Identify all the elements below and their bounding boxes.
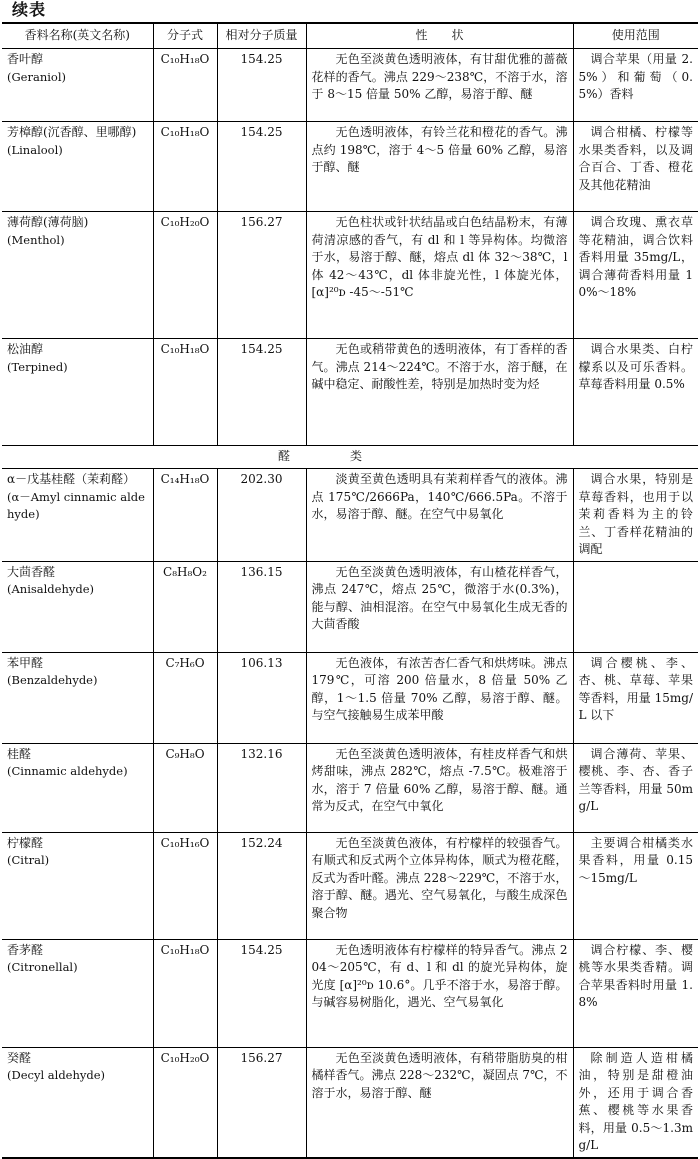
properties-cell: 无色至淡黄色液体，有柠檬样的较强香气。有顺式和反式两个立体异构体，顺式为橙花醛，反式为香叶醛。沸点 228～229℃，不溶于水，溶于醇、醚。遇光、空气易氧化，与酸生成深色聚合物 <box>306 832 573 939</box>
mass-cell: 156.27 <box>217 212 306 339</box>
properties-cell: 无色或稍带黄色的透明液体，有丁香样的香气。沸点 214～224℃。不溶于水，溶于醚，在碱中稳定、耐酸性差，特别是加热时变为烃 <box>306 339 573 446</box>
formula-cell: C₁₀H₁₈O <box>153 939 217 1047</box>
usage-cell: 调合柠檬、李、樱桃等水果类香精。调合苹果香料时用量 1.8% <box>573 939 698 1047</box>
name-cn: 松油醇 <box>7 342 44 356</box>
name-cn: 薄荷醇(薄荷脑) <box>7 215 89 229</box>
name-cn: α－戊基桂醛（茉莉醛） <box>7 472 136 486</box>
table-row <box>2 939 698 1047</box>
properties-cell: 无色至淡黄色透明液体，有稍带脂肪臭的柑橘样香气。沸点 228～232℃，凝固点 7℃，不溶于水，易溶于醇、醚 <box>306 1047 573 1158</box>
mass-cell: 106.13 <box>217 652 306 743</box>
name-cell <box>2 832 153 939</box>
name-en: (Geraniol) <box>7 69 67 84</box>
usage-cell: 调合水果，特别是草莓香料，也用于以茉莉香料为主的铃兰、丁香样花精油的调配 <box>573 469 698 562</box>
usage-cell: 调合柑橘、柠檬等水果类香料，以及调合百合、丁香、橙花及其他花精油 <box>573 122 698 212</box>
table-row <box>2 832 698 939</box>
formula-cell: C₁₀H₂₀O <box>153 1047 217 1158</box>
name-en: (Decyl aldehyde) <box>7 1068 106 1082</box>
name-cn: 柠檬醛 <box>7 835 44 850</box>
name-en: (Benzaldehyde) <box>7 673 98 687</box>
name-cn: 香叶醇 <box>7 52 44 66</box>
formula-cell: C₁₀H₂₀O <box>153 212 217 339</box>
usage-cell: 调合苹果（用量 2.5%）和葡萄（0.5%）香料 <box>573 49 698 122</box>
mass-cell: 132.16 <box>217 743 306 832</box>
usage-cell: 调合水果类、白柠檬系以及可乐香料。草莓香料用量 0.5% <box>573 339 698 446</box>
properties-cell: 无色至淡黄色透明液体，有山楂花样香气，沸点 247℃，熔点 25℃，微溶于水(0.3%)，能与醇、油相混溶。在空气中易氧化生成无香的大茴香酸 <box>306 561 573 652</box>
usage-cell: 除制造人造柑橘油，特别是甜橙油外，还用于调合香蕉、樱桃等水果香料，用量 0.5～1.3mg/L <box>573 1047 698 1158</box>
name-en: (Terpined) <box>7 359 68 374</box>
properties-cell: 无色透明液体，有铃兰花和橙花的香气。沸点约 198℃，溶于 4～5 倍量 60% 乙醇，易溶于醇、醚 <box>306 122 573 212</box>
mass-cell: 154.25 <box>217 939 306 1047</box>
properties-cell: 淡黄至黄色透明具有茉莉样香气的液体。沸点 175℃/2666Pa，140℃/666.5Pa。不溶于水，易溶于醇、醚。在空气中易氧化 <box>306 469 573 562</box>
properties-cell: 无色至淡黄色透明液体，有甘甜优雅的蔷薇花样的香气。沸点 229～238℃，不溶于水，溶于 8～15 倍量 50% 乙醇，易溶于醇、醚 <box>306 49 573 122</box>
mass-cell: 154.25 <box>217 339 306 446</box>
table-row <box>2 212 698 339</box>
usage-cell: 调合樱桃、李、杏、桃、草莓、苹果等香料，用量 15mg/L 以下 <box>573 652 698 743</box>
header-mass: 相对分子质量 <box>217 23 306 49</box>
name-en: (Citral) <box>7 853 50 867</box>
formula-cell: C₁₀H₁₆O <box>153 832 217 939</box>
properties-cell: 无色透明液体有柠檬样的特异香气。沸点 204～205℃，有 d、l 和 dl 的旋光异构体，旋光度 [α]²⁰ᴅ 10.6°。几乎不溶于水，易溶于醇。与碱容易树脂化，遇光、空气易氧化 <box>306 939 573 1047</box>
usage-cell: 调合玫瑰、熏衣草等花精油，调合饮料香料用量 35mg/L，调合薄荷香料用量 10%～18% <box>573 212 698 339</box>
mass-cell: 202.30 <box>217 469 306 562</box>
formula-cell: C₇H₆O <box>153 652 217 743</box>
name-cell <box>2 1047 153 1158</box>
name-cell <box>2 743 153 832</box>
name-cell <box>2 212 153 339</box>
table-row <box>2 469 698 562</box>
formula-cell: C₉H₈O <box>153 743 217 832</box>
mass-cell: 154.25 <box>217 122 306 212</box>
table-row <box>2 339 698 446</box>
name-en: (Citronellal) <box>7 960 78 974</box>
section-row <box>2 446 698 469</box>
header-row <box>2 23 698 49</box>
name-cn: 大茴香醛 <box>7 564 56 579</box>
properties-cell: 无色柱状或针状结晶或白色结晶粉末，有薄荷清凉感的香气，有 dl 和 l 等异构体。均微溶于水，易溶于醇、醚，熔点 dl 体 32～38℃，l 体 42～43℃，dl 体非旋光性，l 体旋光体，[α]²⁰ᴅ -45～-51℃ <box>306 212 573 339</box>
formula-cell: C₁₀H₁₈O <box>153 339 217 446</box>
table-row <box>2 743 698 832</box>
name-cn: 香茅醛 <box>7 942 44 957</box>
mass-cell: 154.25 <box>217 49 306 122</box>
name-en: (α－Amyl cinnamic aldehyde) <box>7 489 145 521</box>
header-formula: 分子式 <box>153 23 217 49</box>
name-cell <box>2 122 153 212</box>
name-cell <box>2 939 153 1047</box>
name-cell <box>2 652 153 743</box>
header-name: 香料名称(英文名称) <box>2 23 153 49</box>
formula-cell: C₈H₈O₂ <box>153 561 217 652</box>
name-cell <box>2 339 153 446</box>
usage-cell: 调合薄荷、苹果、樱桃、李、杏、香子兰等香料，用量 50mg/L <box>573 743 698 832</box>
table-row <box>2 1047 698 1158</box>
formula-cell: C₁₀H₁₈O <box>153 122 217 212</box>
formula-cell: C₁₀H₁₈O <box>153 49 217 122</box>
name-cn: 桂醛 <box>7 746 32 761</box>
usage-cell <box>573 561 698 652</box>
section-label: 醛类 <box>2 446 698 469</box>
name-cell <box>2 561 153 652</box>
table-caption: 续表 <box>12 0 47 19</box>
name-cn: 芳樟醇(沉香醇、里哪醇) <box>7 125 137 139</box>
name-cn: 癸醛 <box>7 1050 32 1065</box>
usage-cell: 主要调合柑橘类水果香料，用量 0.15～15mg/L <box>573 832 698 939</box>
mass-cell: 156.27 <box>217 1047 306 1158</box>
fragrance-table <box>2 22 698 1159</box>
table-row <box>2 122 698 212</box>
header-properties: 性 状 <box>306 23 573 49</box>
name-en: (Menthol) <box>7 232 65 247</box>
name-en: (Linalool) <box>7 142 63 157</box>
header-usage: 使用范围 <box>573 23 698 49</box>
formula-cell: C₁₄H₁₈O <box>153 469 217 562</box>
properties-cell: 无色液体，有浓苦杏仁香气和烘烤味。沸点 179℃，可溶 200 倍量水，8 倍量 50% 乙醇，1～1.5 倍量 70% 乙醇，易溶于醇、醚。与空气接触易生成苯甲酸 <box>306 652 573 743</box>
table-row <box>2 652 698 743</box>
table-row <box>2 561 698 652</box>
name-en: (Anisaldehyde) <box>7 582 95 596</box>
mass-cell: 152.24 <box>217 832 306 939</box>
mass-cell: 136.15 <box>217 561 306 652</box>
properties-cell: 无色至淡黄色透明液体，有桂皮样香气和烘烤甜味，沸点 282℃，熔点 -7.5℃。极难溶于水，溶于 7 倍量 60% 乙醇，易溶于醇、醚。通常为反式，在空气中氧化 <box>306 743 573 832</box>
name-en: (Cinnamic aldehyde) <box>7 764 128 778</box>
name-cell <box>2 49 153 122</box>
name-cell <box>2 469 153 562</box>
name-cn: 苯甲醛 <box>7 655 44 670</box>
table-row <box>2 49 698 122</box>
